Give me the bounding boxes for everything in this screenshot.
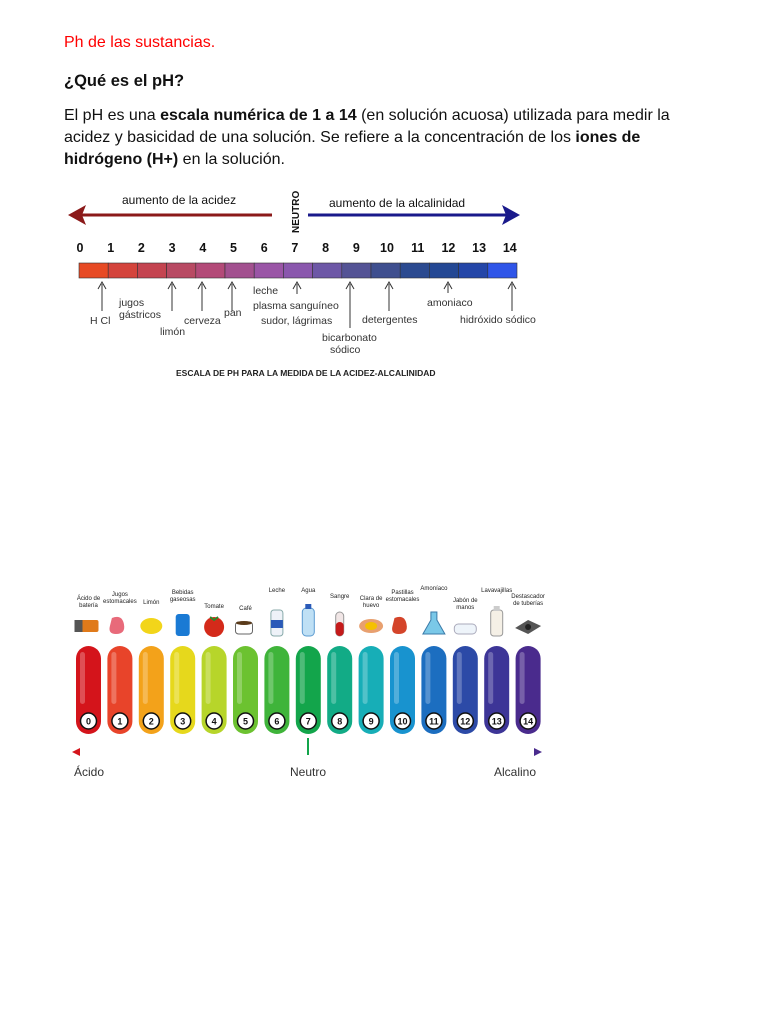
tube-number: 8 xyxy=(337,716,343,727)
tube-shine xyxy=(520,652,525,704)
annotation-hcl: H Cl xyxy=(90,315,111,327)
neutral-label-bottom: Neutro xyxy=(290,765,327,779)
acidity-arrow-label: aumento de la acidez xyxy=(122,193,237,207)
tube-number: 3 xyxy=(180,716,186,727)
ph-bar-segment xyxy=(108,263,137,278)
stomach-pills-icon xyxy=(392,617,407,634)
annotation-amoniaco: amoniaco xyxy=(427,297,473,309)
ph-tick-labels xyxy=(77,241,517,255)
ph-bar-segment xyxy=(167,263,196,278)
tube-shine xyxy=(425,652,430,704)
annotation-jugos: jugos xyxy=(119,297,145,309)
item-label-line1: Pastillas xyxy=(391,590,414,596)
tube-shine xyxy=(457,652,462,704)
paragraph-text-1: El pH es una xyxy=(64,107,161,124)
paragraph-text-3: en la solución. xyxy=(178,151,285,168)
acid-label: Ácido xyxy=(74,765,105,779)
item-label-line1: Agua xyxy=(301,588,316,594)
water-bottle-icon xyxy=(302,604,314,636)
lemon-icon xyxy=(140,618,162,634)
ph-tube-10 xyxy=(390,646,415,734)
ph-tick-4: 4 xyxy=(199,241,207,255)
ph-bar-segment xyxy=(342,263,371,278)
ph-scale-figure xyxy=(64,183,544,383)
figure1-caption: ESCALA DE PH PARA LA MEDIDA DE LA ACIDEZ-ALCALINIDAD xyxy=(176,368,436,378)
ph-bar-segment xyxy=(196,263,225,278)
tube-number: 2 xyxy=(148,716,154,727)
annotation-sodico: sódico xyxy=(330,344,361,356)
tube-shine xyxy=(268,652,273,704)
tube-shine xyxy=(394,652,399,704)
item-label-line1: Clara de xyxy=(359,596,383,602)
soda-can-icon xyxy=(176,614,190,636)
annotation-gastricos: gástricos xyxy=(119,309,162,321)
ph-tick-13: 13 xyxy=(472,241,487,255)
item-label-line1: Tomate xyxy=(204,604,224,610)
neutral-label: NEUTRO xyxy=(291,190,302,233)
section-heading: ¿Qué es el pH? xyxy=(64,72,185,90)
stomach-icon xyxy=(110,617,125,634)
ph-tick-6: 6 xyxy=(260,241,268,255)
tube-number: 10 xyxy=(397,716,408,727)
ph-tube-9 xyxy=(359,646,384,734)
annotation-sudor: sudor, lágrimas xyxy=(261,315,333,327)
ph-tick-3: 3 xyxy=(168,241,176,255)
tube-shine xyxy=(206,652,211,704)
item-label-line1: Limón xyxy=(143,600,160,606)
item-label-line2: manos xyxy=(456,605,475,611)
ph-tube-14 xyxy=(516,646,541,734)
detergent-bottle-icon xyxy=(491,606,503,636)
tube-shine xyxy=(143,652,148,704)
tube-shine xyxy=(174,652,179,704)
alkalinity-arrow-label: aumento de la alcalinidad xyxy=(329,196,466,210)
item-label-line1: Ácido de xyxy=(76,596,101,602)
item-label-line2: gaseosas xyxy=(169,597,196,603)
ph-tube-0 xyxy=(76,646,101,734)
ph-bar-segment xyxy=(371,263,400,278)
tube-shine xyxy=(80,652,85,704)
ph-tubes xyxy=(76,646,541,734)
tube-number: 14 xyxy=(523,716,534,727)
item-label-line2: huevo xyxy=(362,603,380,609)
egg-icon xyxy=(359,619,383,633)
ph-color-bar xyxy=(79,263,517,278)
tube-number: 5 xyxy=(242,716,249,727)
blood-tube-icon xyxy=(336,612,344,636)
ph-bar-segment xyxy=(459,263,488,278)
tube-shine xyxy=(300,652,305,704)
item-label-line1: Sangre xyxy=(330,594,350,600)
tube-number: 9 xyxy=(368,716,374,727)
tube-number: 12 xyxy=(460,716,471,727)
ph-tube-7 xyxy=(296,646,321,734)
item-label-line1: Jabón de xyxy=(452,598,478,604)
tube-shine xyxy=(237,652,242,704)
ph-bar-segment xyxy=(254,263,283,278)
intro-paragraph xyxy=(64,105,704,171)
annotation-detergentes: detergentes xyxy=(362,314,418,326)
annotation-leche: leche xyxy=(253,285,279,297)
soap-icon xyxy=(454,624,476,634)
item-label-line2: estomacales xyxy=(385,597,420,603)
tube-shine xyxy=(363,652,368,704)
annotation-pan: pan xyxy=(224,307,242,319)
item-label-line1: Jugos xyxy=(111,592,128,598)
annotation-hidroxido: hidróxido sódico xyxy=(460,314,536,326)
item-label-line1: Bebidas xyxy=(171,590,194,596)
paragraph-bold-2: iones de hidrógeno (H+) xyxy=(64,129,641,168)
tube-number: 4 xyxy=(211,716,217,727)
ph-bar-segment xyxy=(429,263,458,278)
item-label-line1: Café xyxy=(239,606,252,612)
ph-tick-14: 14 xyxy=(502,241,517,255)
ph-tube-8 xyxy=(327,646,352,734)
tube-shine xyxy=(488,652,493,704)
ph-tick-8: 8 xyxy=(322,241,330,255)
ph-tick-12: 12 xyxy=(441,241,456,255)
ph-tube-12 xyxy=(453,646,478,734)
ph-tube-1 xyxy=(107,646,132,734)
ph-tick-2: 2 xyxy=(137,241,145,255)
item-label-line1: Amoníaco xyxy=(420,586,448,592)
tube-number: 11 xyxy=(429,716,439,727)
ph-bar-segment xyxy=(137,263,166,278)
item-label-line1: Leche xyxy=(268,588,286,594)
tube-number: 0 xyxy=(85,716,92,727)
tube-shine xyxy=(111,652,116,704)
coffee-cup-icon xyxy=(236,621,253,634)
ph-bar-segment xyxy=(488,263,517,278)
battery-icon xyxy=(75,620,99,632)
annotation-cerveza: cerveza xyxy=(184,315,221,327)
tube-shine xyxy=(331,652,336,704)
ph-tick-11: 11 xyxy=(411,241,425,255)
tomato-icon xyxy=(204,617,224,637)
ph-items-figure xyxy=(64,580,558,788)
ph-tube-13 xyxy=(484,646,509,734)
ph-tick-9: 9 xyxy=(352,241,360,255)
ph-tube-2 xyxy=(139,646,164,734)
ph-tick-10: 10 xyxy=(380,241,394,255)
tube-number: 6 xyxy=(274,716,280,727)
document-title: Ph de las sustancias. xyxy=(64,34,216,51)
ph-bar-segment xyxy=(400,263,429,278)
ph-tick-0: 0 xyxy=(76,241,84,255)
item-label-line2: de tuberías xyxy=(513,601,544,607)
ph-tube-3 xyxy=(170,646,195,734)
ph-tube-5 xyxy=(233,646,258,734)
annotation-plasma: plasma sanguíneo xyxy=(253,300,339,312)
ph-bar-segment xyxy=(225,263,254,278)
annotation-bicarbonato: bicarbonato xyxy=(322,332,377,344)
alkaline-label: Alcalino xyxy=(494,765,537,779)
item-label-line2: batería xyxy=(79,603,98,609)
ph-tick-1: 1 xyxy=(107,241,115,255)
paragraph-bold-1: escala numérica de 1 a 14 xyxy=(160,107,357,124)
ph-tube-11 xyxy=(421,646,446,734)
acidity-arrow xyxy=(68,205,272,225)
ph-tick-7: 7 xyxy=(291,241,299,255)
item-label-line1: Destascador xyxy=(511,594,545,600)
tube-number: 7 xyxy=(305,716,311,727)
ph-bar-segment xyxy=(79,263,108,278)
tube-number: 13 xyxy=(491,716,502,727)
annotation-limon: limón xyxy=(160,326,186,338)
tube-number: 1 xyxy=(117,716,123,727)
paragraph-text-2: (en solución acuosa) utilizada para medir la acidez y basicidad de una solución. Se refiere a la concentración de los xyxy=(64,107,670,146)
ph-bar-segment xyxy=(283,263,312,278)
milk-bottle-icon xyxy=(271,610,283,636)
item-label-line1: Lavavajillas xyxy=(481,588,513,594)
ph-bar-segment xyxy=(313,263,342,278)
ph-tick-5: 5 xyxy=(230,241,237,255)
item-label-line2: estomacales xyxy=(103,599,137,605)
ph-tube-6 xyxy=(264,646,289,734)
ph-tube-4 xyxy=(202,646,227,734)
